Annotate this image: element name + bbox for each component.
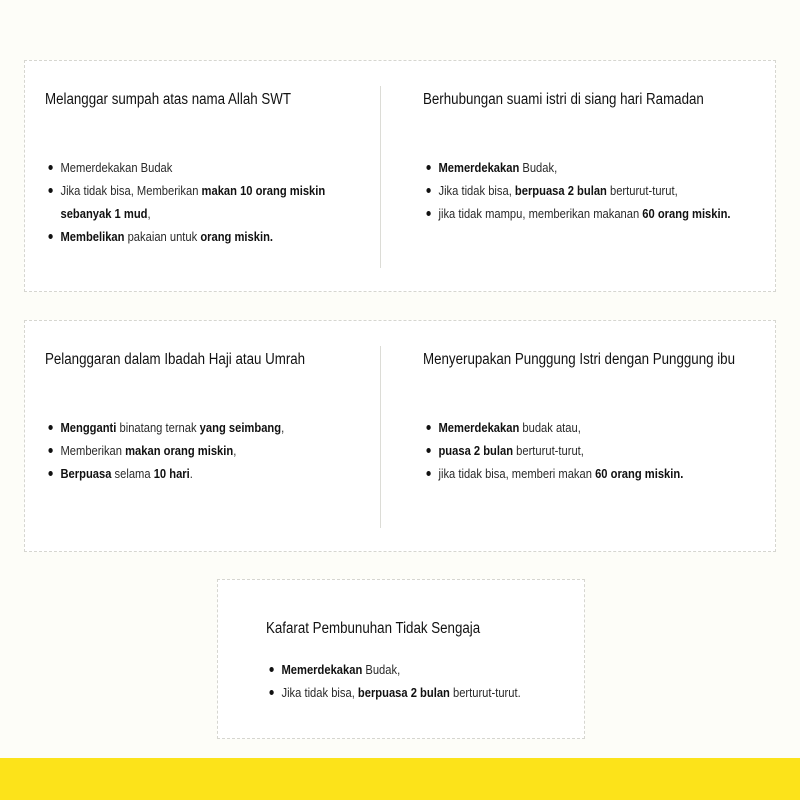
card-title: Berhubungan suami istri di siang hari Ramadan <box>423 91 704 108</box>
card-title: Kafarat Pembunuhan Tidak Sengaja <box>266 620 481 637</box>
bold-text: 10 hari <box>153 466 190 481</box>
bold-text: yang seimbang <box>199 420 282 435</box>
text-segment: jika tidak mampu, memberikan makanan <box>438 206 643 221</box>
point-item <box>423 156 731 179</box>
bold-text: puasa 2 bulan <box>438 443 514 458</box>
point-list <box>266 658 562 704</box>
text-segment: pakaian untuk <box>124 229 201 244</box>
bold-text: 60 orang miskin. <box>642 206 731 221</box>
text-segment: berturut-turut. <box>449 685 521 700</box>
card-title: Melanggar sumpah atas nama Allah SWT <box>45 91 291 108</box>
bold-text: Memerdekakan <box>438 420 520 435</box>
bold-text: makan orang miskin <box>125 443 234 458</box>
bold-text: makan 10 orang miskin <box>201 183 326 198</box>
point-item <box>266 681 521 704</box>
point-item <box>423 462 683 485</box>
bold-text: Mengganti <box>60 420 117 435</box>
card-title: Menyerupakan Punggung Istri dengan Punggung ibu <box>423 351 736 368</box>
bold-text: Memerdekakan <box>281 662 363 677</box>
bold-text: sebanyak 1 mud <box>60 206 148 221</box>
point-item <box>423 202 731 225</box>
text-segment: binatang ternak <box>116 420 200 435</box>
point-item <box>45 439 284 462</box>
bold-text: Membelikan <box>60 229 125 244</box>
bold-text: Memerdekakan <box>438 160 520 175</box>
point-item <box>423 439 683 462</box>
text-segment: berturut-turut, <box>513 443 584 458</box>
kafarat-card-pembunuhan <box>217 579 585 739</box>
text-segment: Memerdekakan Budak <box>60 160 173 175</box>
point-item <box>45 202 325 225</box>
text-segment: , <box>233 443 237 458</box>
bold-text: Berpuasa <box>60 466 112 481</box>
text-segment: , <box>147 206 151 221</box>
text-segment: jika tidak bisa, memberi makan <box>438 466 596 481</box>
point-list <box>423 416 726 485</box>
text-segment: . <box>189 466 193 481</box>
text-segment: Jika tidak bisa, <box>281 685 358 700</box>
point-item <box>45 462 284 485</box>
point-item <box>45 225 325 248</box>
point-list <box>45 416 323 485</box>
text-segment: selama <box>111 466 154 481</box>
bold-text: berpuasa 2 bulan <box>514 183 607 198</box>
accent-bar <box>0 758 800 800</box>
text-segment: Budak, <box>362 662 401 677</box>
kafarat-card-zihar <box>381 321 777 551</box>
point-item <box>266 658 521 681</box>
text-segment: Jika tidak bisa, Memberikan <box>60 183 202 198</box>
kafarat-card-haji <box>25 321 380 551</box>
text-segment: berturut-turut, <box>606 183 678 198</box>
point-list <box>45 156 371 248</box>
bold-text: 60 orang miskin. <box>595 466 684 481</box>
point-item <box>423 416 683 439</box>
text-segment: , <box>281 420 285 435</box>
bold-text: berpuasa 2 bulan <box>357 685 450 700</box>
point-item <box>45 179 325 202</box>
kafarat-card-row-2 <box>24 320 776 552</box>
text-segment: Jika tidak bisa, <box>438 183 515 198</box>
text-segment: budak atau, <box>519 420 581 435</box>
kafarat-card-row-1 <box>24 60 776 292</box>
point-list <box>423 156 781 225</box>
point-item <box>45 156 325 179</box>
text-segment: Budak, <box>519 160 558 175</box>
point-item <box>45 416 284 439</box>
card-title: Pelanggaran dalam Ibadah Haji atau Umrah <box>45 351 306 368</box>
kafarat-card-sumpah <box>25 61 380 291</box>
point-item <box>423 179 731 202</box>
text-segment: Memberikan <box>60 443 126 458</box>
kafarat-card-ramadan <box>381 61 777 291</box>
bold-text: orang miskin. <box>200 229 274 244</box>
